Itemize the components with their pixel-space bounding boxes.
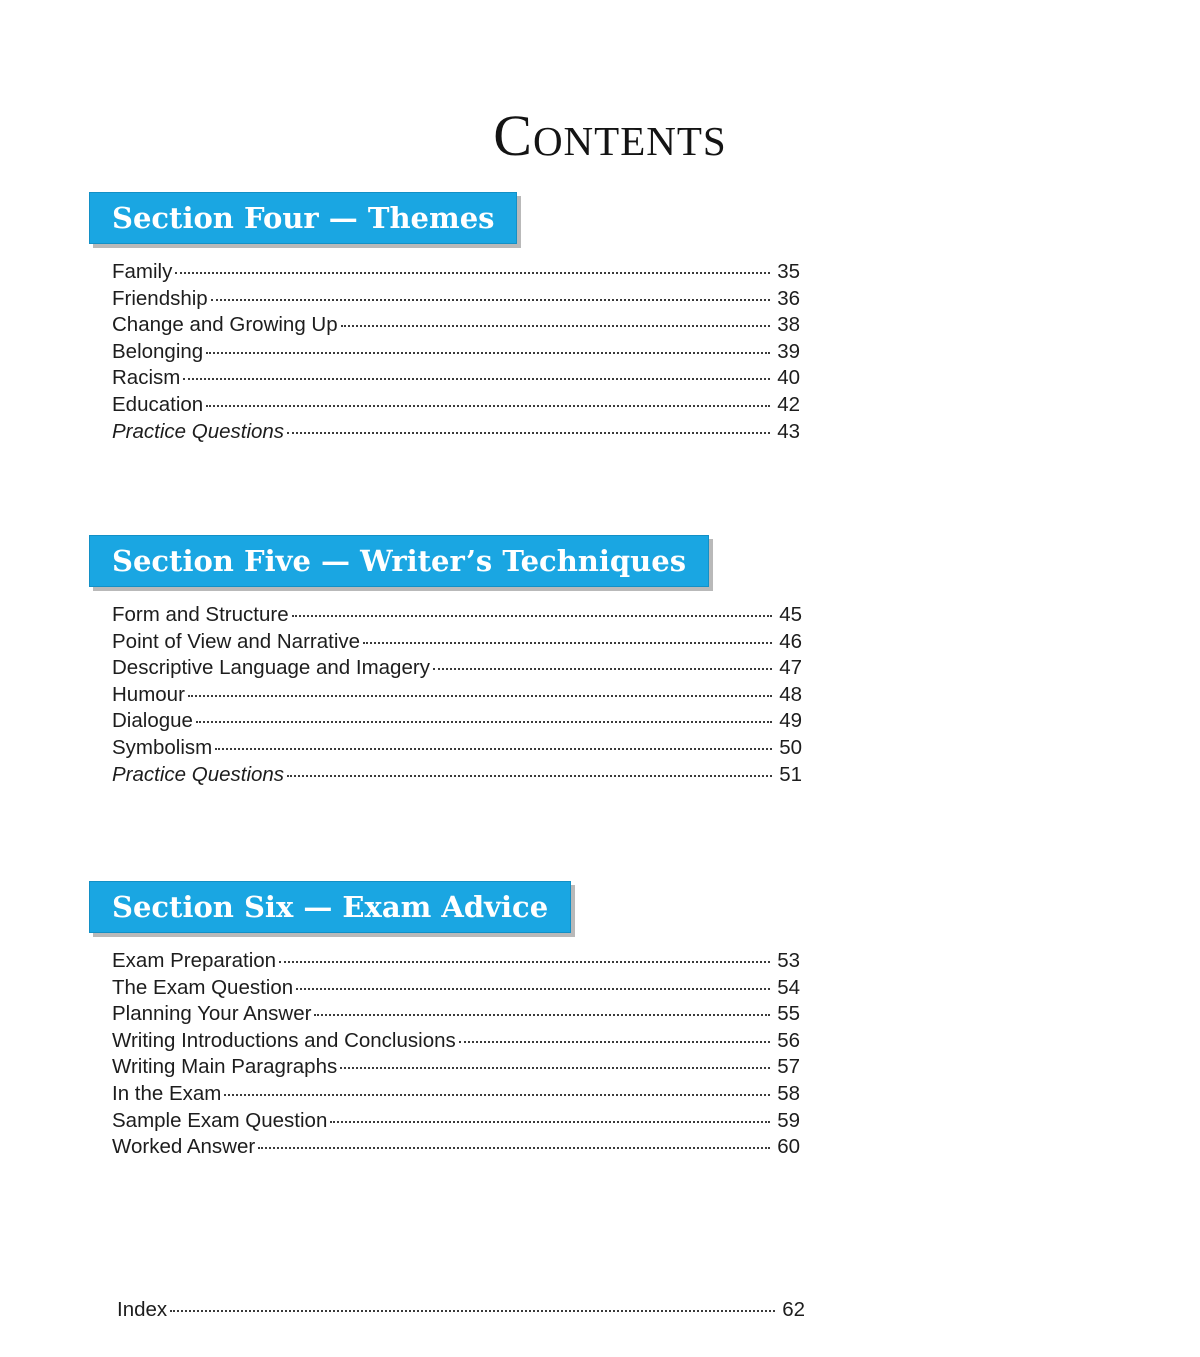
dot-leader [340,1067,770,1069]
toc-entry[interactable] [112,949,800,976]
toc-entry[interactable] [112,340,800,367]
toc-entry-title: Racism [112,366,181,390]
toc-page-number: 55 [777,1002,800,1026]
toc-entry[interactable] [112,656,802,683]
toc-page-number: 40 [777,366,800,390]
dot-leader [188,695,772,697]
toc-page-number: 47 [779,656,802,680]
dot-leader [211,299,770,301]
dot-leader [196,721,772,723]
toc-entry[interactable] [112,260,800,287]
dot-leader [279,961,770,963]
toc-page-number: 46 [779,629,802,653]
toc-entry-title: Belonging [112,339,204,363]
dot-leader [183,378,770,380]
toc-entry-title: Humour [112,682,185,706]
toc-entry[interactable] [112,709,802,736]
dot-leader [459,1041,770,1043]
toc-entry-title: Sample Exam Question [112,1108,328,1132]
toc-page-number: 62 [782,1298,805,1321]
toc-page-number: 56 [777,1028,800,1052]
dot-leader [287,432,770,434]
toc-entry[interactable] [112,683,802,710]
toc-list [112,260,800,446]
section-header: Section Six — Exam Advice [89,881,571,933]
dot-leader [206,405,770,407]
toc-entry-title: Writing Main Paragraphs [112,1055,338,1079]
toc-entry[interactable] [112,366,800,393]
dot-leader [170,1310,775,1312]
dot-leader [175,272,770,274]
section-four [89,192,800,446]
toc-entry[interactable] [112,603,802,630]
section-header: Section Five — Writer’s Techniques [89,535,709,587]
toc-entry-title: Practice Questions [112,762,285,786]
toc-entry-title: Friendship [112,286,208,310]
toc-entry-title: Exam Preparation [112,949,277,972]
toc-page-number: 53 [777,949,800,972]
toc-page-number: 42 [777,392,800,416]
toc-entry-title: Education [112,392,204,416]
toc-page-number: 58 [777,1081,800,1105]
toc-entry-title: Worked Answer [112,1135,256,1159]
section-six [89,881,800,1162]
toc-entry-title: Symbolism [112,735,213,759]
toc-page-number: 38 [777,313,800,337]
toc-entry-title: The Exam Question [112,975,294,999]
toc-entry[interactable] [112,313,800,340]
section-header: Section Four — Themes [89,192,517,244]
dot-leader [292,615,772,617]
toc-entry[interactable] [112,763,802,790]
dot-leader [341,325,770,327]
page-title: Contents [493,103,727,168]
section-five [89,535,802,789]
dot-leader [314,1014,770,1016]
toc-list [112,603,802,789]
toc-page-number: 60 [777,1135,800,1159]
toc-page-number: 36 [777,286,800,310]
dot-leader [363,642,772,644]
toc-page-number: 54 [777,975,800,999]
toc-page-number: 59 [777,1108,800,1132]
toc-list [112,949,800,1162]
toc-entry[interactable] [112,1002,800,1029]
toc-page-number: 51 [779,762,802,786]
toc-entry[interactable] [112,1055,800,1082]
toc-entry-title: Index [117,1298,168,1321]
dot-leader [215,748,772,750]
toc-entry-title: Form and Structure [112,603,289,626]
toc-page-number: 57 [777,1055,800,1079]
toc-entry[interactable] [112,1082,800,1109]
toc-entry[interactable] [112,1135,800,1162]
toc-entry-title: Planning Your Answer [112,1002,312,1026]
toc-page-number: 45 [779,603,802,626]
dot-leader [206,352,770,354]
dot-leader [433,668,772,670]
toc-entry[interactable] [112,287,800,314]
dot-leader [258,1147,770,1149]
toc-entry-index[interactable] [117,1298,805,1322]
toc-entry-title: Point of View and Narrative [112,629,361,653]
dot-leader [296,988,770,990]
toc-entry-title: Writing Introductions and Conclusions [112,1028,456,1052]
toc-entry[interactable] [112,1109,800,1136]
toc-page-number: 39 [777,339,800,363]
toc-entry[interactable] [112,630,802,657]
toc-entry[interactable] [112,736,802,763]
toc-page-number: 43 [777,419,800,443]
toc-entry[interactable] [112,1029,800,1056]
toc-entry[interactable] [112,420,800,447]
toc-page-number: 35 [777,260,800,283]
toc-entry-title: Change and Growing Up [112,313,338,337]
toc-page-number: 50 [779,735,802,759]
toc-entry[interactable] [112,393,800,420]
toc-entry-title: Family [112,260,173,283]
toc-page-number: 48 [779,682,802,706]
dot-leader [330,1121,770,1123]
dot-leader [224,1094,770,1096]
toc-entry-title: Practice Questions [112,419,285,443]
toc-entry-title: In the Exam [112,1081,222,1105]
dot-leader [287,775,772,777]
toc-entry-title: Descriptive Language and Imagery [112,656,430,680]
toc-page-number: 49 [779,709,802,733]
toc-entry[interactable] [112,976,800,1003]
toc-entry-title: Dialogue [112,709,193,733]
